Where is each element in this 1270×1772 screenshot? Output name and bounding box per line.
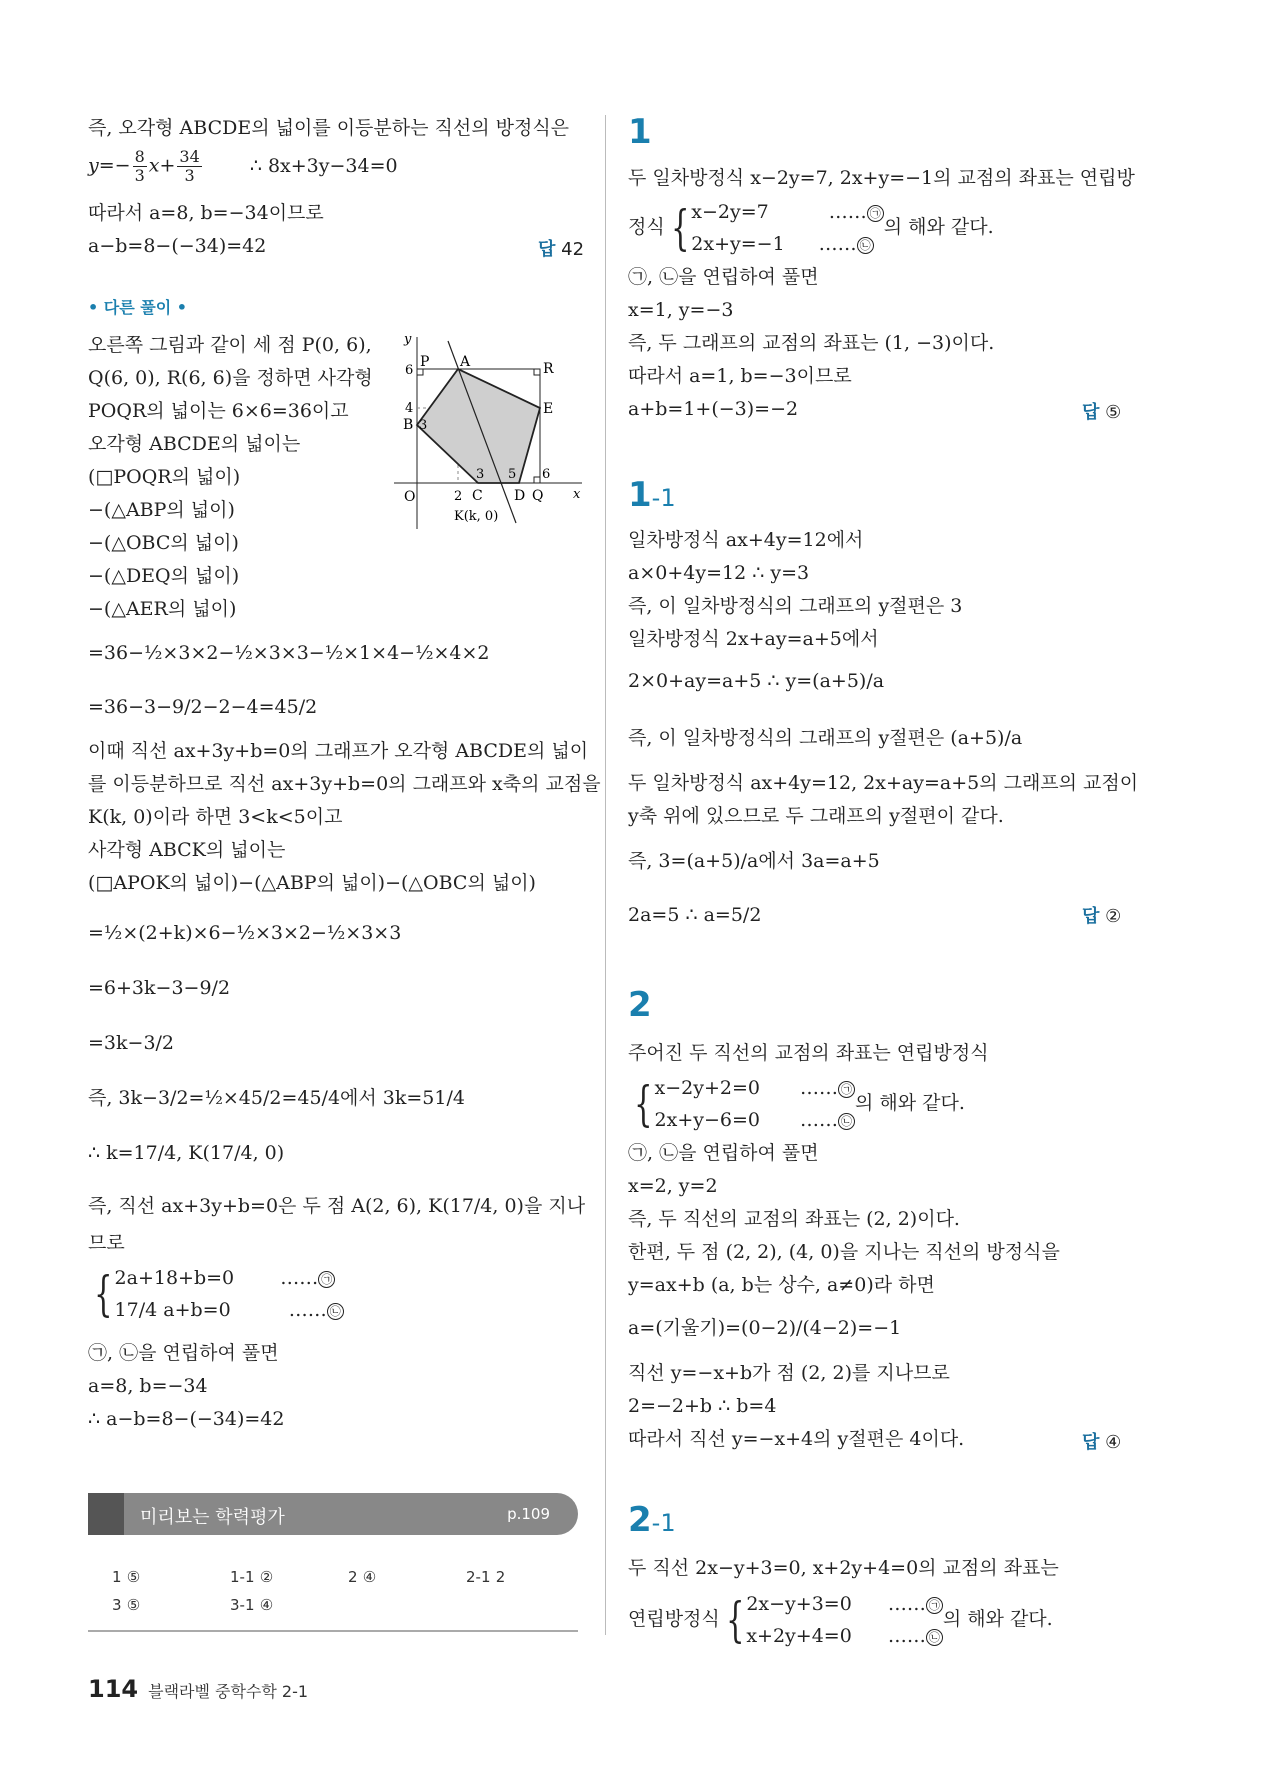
tick-label: 2 xyxy=(454,489,463,504)
text-line: 오른쪽 그림과 같이 세 점 P(0, 6), xyxy=(88,334,372,356)
equation-system: 정식 { x−2y=7 …… ㉠ 2x+y=−1 …… ㉡의 해와 같다. xyxy=(628,200,994,256)
text-line: y축 위에 있으므로 두 그래프의 y절편이 같다. xyxy=(628,805,1004,827)
point-label: A xyxy=(460,354,471,370)
tick-label: 6 xyxy=(542,467,551,482)
equation-line: =6+3k−3−9/2 xyxy=(88,977,231,999)
text-line: 사각형 ABCK의 넓이는 xyxy=(88,839,286,861)
answer-item: 1-1 ② xyxy=(230,1568,274,1586)
text-line: 따라서 a=8, b=−34이므로 xyxy=(88,202,324,224)
answer-item: 3-1 ④ xyxy=(230,1596,274,1614)
problem-number: 1-1 xyxy=(628,475,676,515)
fraction: $\frac{8}{3}$ xyxy=(134,147,145,185)
point-label: C xyxy=(472,488,483,504)
text-line: 즉, 두 직선의 교점의 좌표는 (2, 2)이다. xyxy=(628,1208,960,1230)
text-line: 직선 y=−x+b가 점 (2, 2)를 지나므로 xyxy=(628,1362,950,1384)
text-line: POQR의 넓이는 6×6=36이고 xyxy=(88,400,349,422)
point-label: R xyxy=(543,361,554,377)
problem-number: 2 xyxy=(628,985,652,1025)
text-line: a−b=8−(−34)=42 xyxy=(88,235,267,257)
equation-line: =36−½×3×2−½×3×3−½×1×4−½×4×2 xyxy=(88,642,490,664)
text-line: 므로 xyxy=(88,1232,125,1254)
preview-page: p.109 xyxy=(507,1505,550,1523)
equation-line: 즉, 3k−3/2=½×45/2=45/4에서 3k=51/4 xyxy=(88,1087,465,1109)
problem-number: 2-1 xyxy=(628,1500,676,1540)
point-label: Q xyxy=(532,488,544,504)
text-line: Q(6, 0), R(6, 6)을 정하면 사각형 xyxy=(88,367,373,389)
text-line: 2=−2+b ∴ b=4 xyxy=(628,1395,777,1417)
text-line: 두 직선 2x−y+3=0, x+2y+4=0의 교점의 좌표는 xyxy=(628,1557,1059,1579)
text-line: 즉, 직선 ax+3y+b=0은 두 점 A(2, 6), K(17/4, 0)을 지나 xyxy=(88,1195,586,1217)
equation-line: 2a=5 ∴ a=5/2 xyxy=(628,904,762,926)
equation-line xyxy=(88,148,398,185)
divider xyxy=(88,1630,578,1632)
problem-number: 1 xyxy=(628,112,652,152)
answer-badge: 답 ④ xyxy=(1082,1432,1122,1453)
page-number: 114 xyxy=(88,1675,139,1703)
equation-system: { 2a+18+b=0 …… ㉠ 17/4 a+b=0 …… ㉡ xyxy=(88,1262,344,1326)
text-line: 오각형 ABCDE의 넓이는 xyxy=(88,433,301,455)
pentagon-graph xyxy=(392,333,588,533)
text-line: y=ax+b (a, b는 상수, a≠0)라 하면 xyxy=(628,1274,935,1296)
preview-title: 미리보는 학력평가 xyxy=(140,1507,285,1528)
equation-line: =3k−3/2 xyxy=(88,1032,175,1054)
text-line: 를 이등분하므로 직선 ax+3y+b=0의 그래프와 x축의 교점을 xyxy=(88,773,601,795)
text-line: 일차방정식 2x+ay=a+5에서 xyxy=(628,628,879,650)
text-line: a=8, b=−34 xyxy=(88,1375,208,1397)
text-line: ㉠, ㉡을 연립하여 풀면 xyxy=(628,1142,819,1164)
tick-label: 3 xyxy=(419,418,428,433)
tick-label: 5 xyxy=(508,467,517,482)
page-footer xyxy=(88,1675,308,1703)
book-title: 블랙라벨 중학수학 2-1 xyxy=(148,1682,309,1701)
text-line: 일차방정식 ax+4y=12에서 xyxy=(628,529,864,551)
text-line: 즉, 오각형 ABCDE의 넓이를 이등분하는 직선의 방정식은 xyxy=(88,117,570,139)
text-line: 두 일차방정식 ax+4y=12, 2x+ay=a+5의 그래프의 교점이 xyxy=(628,772,1139,794)
text-line: 즉, 이 일차방정식의 그래프의 y절편은 (a+5)/a xyxy=(628,727,1023,749)
text-line: a×0+4y=12 ∴ y=3 xyxy=(628,562,810,584)
text-line: x=1, y=−3 xyxy=(628,299,734,321)
text-line: −(△AER의 넓이) xyxy=(88,598,237,620)
text-line: K(k, 0)이라 하면 3<k<5이고 xyxy=(88,806,343,828)
arrow-icon xyxy=(88,1493,124,1535)
answer-badge: 답 42 xyxy=(538,239,585,260)
text-line: (□APOK의 넓이)−(△ABP의 넓이)−(△OBC의 넓이) xyxy=(88,872,536,894)
tick-label: 4 xyxy=(405,401,414,416)
text-line: 한편, 두 점 (2, 2), (4, 0)을 지나는 직선의 방정식을 xyxy=(628,1241,1060,1263)
point-label: D xyxy=(514,488,526,504)
equation-line: a=(기울기)=(0−2)/(4−2)=−1 xyxy=(628,1317,902,1339)
answer-item: 2-1 2 xyxy=(466,1568,506,1586)
text-line: 즉, 이 일차방정식의 그래프의 y절편은 3 xyxy=(628,595,963,617)
text-line: ㉠, ㉡을 연립하여 풀면 xyxy=(88,1342,279,1364)
point-label: E xyxy=(543,401,554,417)
equation-line: 2×0+ay=a+5 ∴ y=(a+5)/a xyxy=(628,670,885,692)
fraction: $\frac{34}{3}$ xyxy=(179,147,200,185)
text-line: −(△OBC의 넓이) xyxy=(88,532,239,554)
text-line: 즉, 3=(a+5)/a에서 3a=a+5 xyxy=(628,850,880,872)
text-line: ∴ a−b=8−(−34)=42 xyxy=(88,1408,285,1430)
equation-line: =½×(2+k)×6−½×3×2−½×3×3 xyxy=(88,922,402,944)
text-line: x=2, y=2 xyxy=(628,1175,718,1197)
text-line: ㉠, ㉡을 연립하여 풀면 xyxy=(628,266,819,288)
origin-label: O xyxy=(404,489,416,505)
equation-system: 연립방정식 { 2x−y+3=0 …… ㉠ x+2y+4=0 …… ㉡의 해와 같다. xyxy=(628,1592,1053,1648)
equation-line: ∴ k=17/4, K(17/4, 0) xyxy=(88,1142,285,1164)
point-label: P xyxy=(420,354,430,370)
axis-label: y xyxy=(404,333,412,347)
answer-badge: 답 ② xyxy=(1082,906,1122,927)
answer-item: 1 ⑤ xyxy=(112,1568,141,1586)
text-line: (□POQR의 넓이) xyxy=(88,466,241,488)
axis-label: x xyxy=(573,487,581,502)
text-line: 따라서 a=1, b=−3이므로 xyxy=(628,365,852,387)
text-line: 이때 직선 ax+3y+b=0의 그래프가 오각형 ABCDE의 넓이 xyxy=(88,740,589,762)
text-line: 두 일차방정식 x−2y=7, 2x+y=−1의 교점의 좌표는 연립방 xyxy=(628,167,1135,189)
equation-system: { x−2y+2=0 …… ㉠ 2x+y−6=0 …… ㉡의 해와 같다. xyxy=(634,1076,965,1132)
text: y=− xyxy=(88,154,131,177)
point-label: B xyxy=(403,417,414,433)
point-label: K(k, 0) xyxy=(454,509,499,524)
text-line: 따라서 직선 y=−x+4의 y절편은 4이다. xyxy=(628,1428,965,1450)
tick-label: 3 xyxy=(476,467,485,482)
text-line: 주어진 두 직선의 교점의 좌표는 연립방정식 xyxy=(628,1042,989,1064)
answer-item: 3 ⑤ xyxy=(112,1596,141,1614)
column-divider xyxy=(605,115,606,1635)
text: x+ xyxy=(148,154,176,177)
preview-banner xyxy=(88,1493,578,1535)
answer-badge: 답 ⑤ xyxy=(1082,402,1122,423)
equation-line: =36−3−9/2−2−4=45/2 xyxy=(88,696,318,718)
text-line: 즉, 두 그래프의 교점의 좌표는 (1, −3)이다. xyxy=(628,332,995,354)
text-line: −(△ABP의 넓이) xyxy=(88,499,235,521)
text-line: a+b=1+(−3)=−2 xyxy=(628,398,799,420)
alt-solution-label: • 다른 풀이 • xyxy=(88,298,187,317)
text-line: −(△DEQ의 넓이) xyxy=(88,565,240,587)
answer-item: 2 ④ xyxy=(348,1568,377,1586)
text: ∴ 8x+3y−34=0 xyxy=(249,154,398,177)
tick-label: 6 xyxy=(405,363,414,378)
